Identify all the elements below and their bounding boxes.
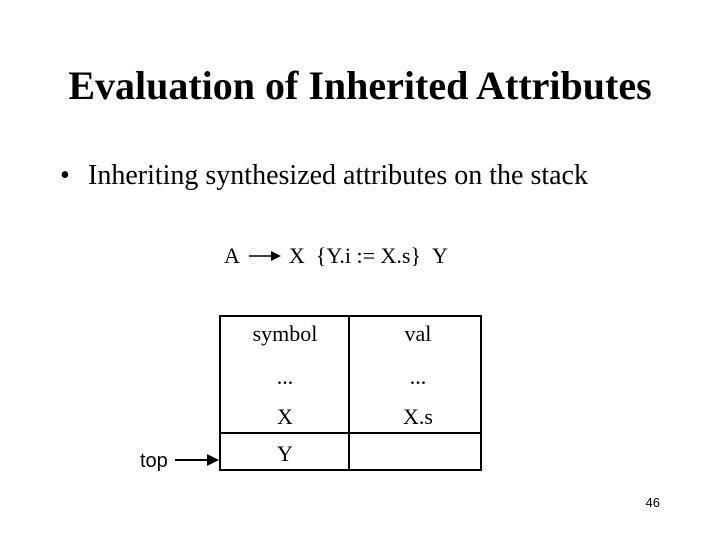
top-pointer-arrow-icon xyxy=(173,452,221,468)
production-lhs: A xyxy=(224,243,240,268)
header-val: val xyxy=(404,321,432,346)
stack-cell-symbol: X xyxy=(277,404,293,429)
header-symbol: symbol xyxy=(252,321,318,346)
production-rhs-last: Y xyxy=(432,243,448,268)
stack-table xyxy=(219,315,482,471)
stack-cell-val: X.s xyxy=(403,404,433,429)
page-number: 46 xyxy=(645,495,660,510)
top-pointer-label: top xyxy=(140,450,168,472)
stack-cell-symbol: Y xyxy=(277,441,293,466)
bullet-text: Inheriting synthesized attributes on the stack xyxy=(88,160,588,191)
production-rule xyxy=(224,241,448,271)
production-action: {Y.i := X.s} xyxy=(315,243,422,268)
right-arrow-icon xyxy=(245,246,283,266)
bullet-symbol: • xyxy=(60,160,70,191)
slide-title: Evaluation of Inherited Attributes xyxy=(68,63,652,108)
bullet-item xyxy=(60,158,588,194)
production-rhs-first: X xyxy=(288,243,305,268)
stack-cell-symbol: ... xyxy=(276,364,294,389)
stack-cell-val: ... xyxy=(409,364,427,389)
